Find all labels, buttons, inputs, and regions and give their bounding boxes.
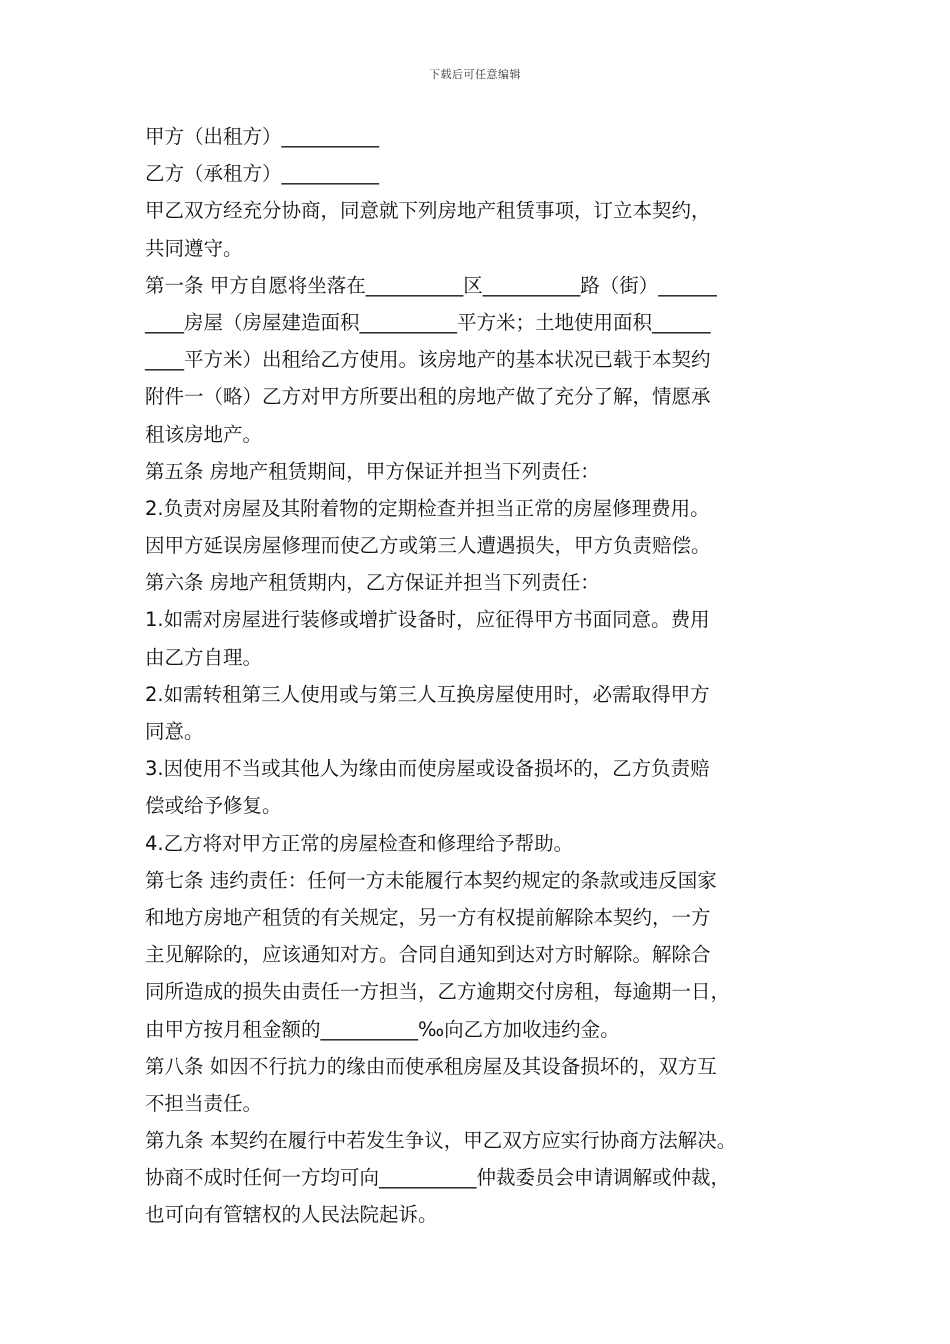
article-6-item-1-line-1: 1.如需对房屋进行装修或增扩设备时，应征得甲方书面同意。费用 — [145, 608, 710, 632]
article-1-line-3: ____平方米）出租给乙方使用。该房地产的基本状况已载于本契约 — [145, 348, 711, 372]
article-7-line-5: 由甲方按月租金额的__________‰向乙方加收违约金。 — [145, 1017, 620, 1041]
article-1-line-5: 租该房地产。 — [145, 422, 263, 446]
article-9-line-3: 也可向有管辖权的人民法院起诉。 — [145, 1203, 438, 1227]
article-7-line-4: 同所造成的损失由责任一方担当，乙方逾期交付房租，每逾期一日， — [145, 980, 731, 1004]
article-7-line-2: 和地方房地产租赁的有关规定，另一方有权提前解除本契约，一方 — [145, 905, 711, 929]
article-5-heading: 第五条 房地产租赁期间，甲方保证并担当下列责任： — [145, 459, 600, 483]
preamble-line-1: 甲乙双方经充分协商，同意就下列房地产租赁事项，订立本契约， — [145, 199, 711, 223]
article-5-item-2-line-2: 因甲方延误房屋修理而使乙方或第三人遭遇损失，甲方负责赔偿。 — [145, 534, 711, 558]
article-9-line-1: 第九条 本契约在履行中若发生争议，甲乙双方应实行协商方法解决。 — [145, 1129, 737, 1153]
article-1-line-4: 附件一（略）乙方对甲方所要出租的房地产做了充分了解，情愿承 — [145, 385, 711, 409]
article-6-item-2-line-2: 同意。 — [145, 720, 204, 743]
article-7-line-3: 主见解除的，应该通知对方。合同自通知到达对方时解除。解除合 — [145, 943, 711, 967]
article-6-item-4: 4.乙方将对甲方正常的房屋检查和修理给予帮助。 — [145, 831, 574, 855]
page-header-note: 下载后可任意编辑 — [429, 68, 521, 81]
article-5-item-2-line-1: 2.负责对房屋及其附着物的定期检查并担当正常的房屋修理费用。 — [145, 496, 710, 520]
article-6-item-1-line-2: 由乙方自理。 — [145, 645, 263, 669]
article-6-heading: 第六条 房地产租赁期内，乙方保证并担当下列责任： — [145, 571, 600, 595]
article-6-item-3-line-1: 3.因使用不当或其他人为缘由而使房屋或设备损坏的，乙方负责赔 — [145, 757, 710, 781]
document-body — [145, 118, 810, 1234]
article-1-line-2: ____房屋（房屋建造面积__________平方米；土地使用面积______ — [145, 310, 711, 334]
article-6-item-3-line-2: 偿或给予修复。 — [145, 794, 282, 818]
party-a-line: 甲方（出租方）__________ — [145, 125, 380, 148]
article-8-line-2: 不担当责任。 — [145, 1091, 263, 1115]
article-7-line-1: 第七条 违约责任：任何一方未能履行本契约规定的条款或违反国家 — [145, 868, 717, 892]
article-1-line-1: 第一条 甲方自愿将坐落在__________区__________路（街）______ — [145, 273, 717, 297]
article-9-line-2: 协商不成时任何一方均可向__________仲裁委员会申请调解或仲裁， — [145, 1166, 731, 1190]
article-8-line-1: 第八条 如因不行抗力的缘由而使承租房屋及其设备损坏的，双方互 — [145, 1054, 717, 1078]
party-b-line: 乙方（承租方）__________ — [145, 162, 380, 186]
preamble-line-2: 共同遵守。 — [145, 236, 243, 260]
article-6-item-2-line-1: 2.如需转租第三人使用或与第三人互换房屋使用时，必需取得甲方 — [145, 682, 710, 706]
